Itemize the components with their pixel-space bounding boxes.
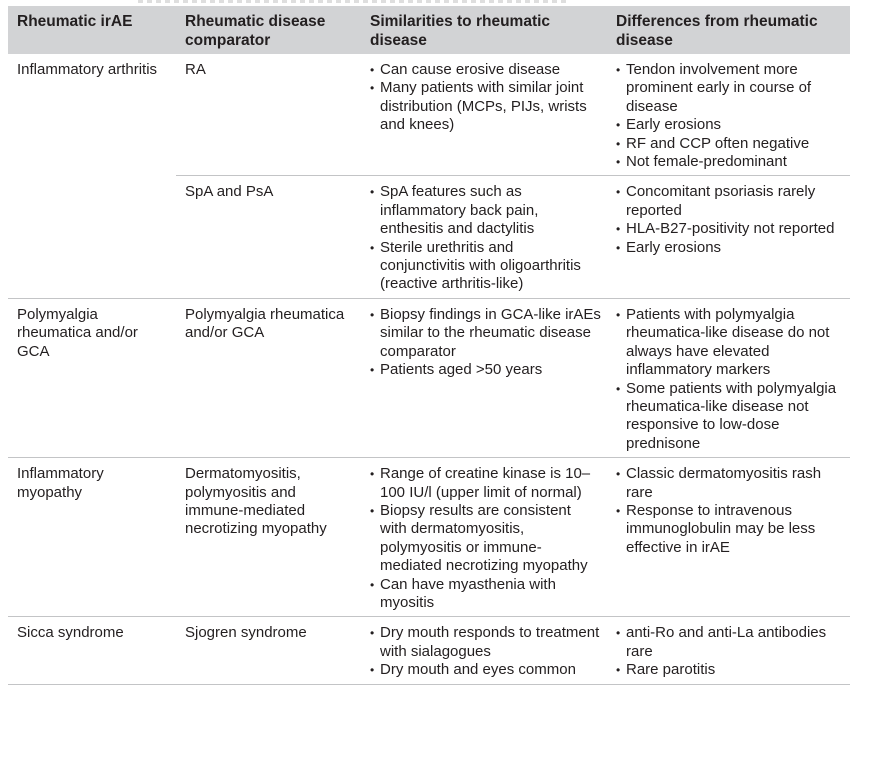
cell-differences xyxy=(607,617,850,684)
list-item: • Range of creatine kinase is 10–100 IU/l (upper limit of normal) xyxy=(370,465,601,502)
list-item: • Sterile urethritis and conjunctivitis with oligoarthritis (reactive arthritis-like) xyxy=(370,239,601,294)
cell-comparator: Dermatomyositis, polymyositis and immune-mediated necrotizing myopathy xyxy=(176,458,361,617)
list-item: • Response to intravenous immunoglobulin may be less effective in irAE xyxy=(616,502,844,557)
table-row xyxy=(8,458,850,617)
list-item: • Patients aged >50 years xyxy=(370,361,601,379)
cell-similarities xyxy=(361,617,607,684)
cell-irae: Sicca syndrome xyxy=(8,617,176,684)
header-differences: Differences from rheumatic disease xyxy=(607,6,850,54)
cell-irae: Inflammatory myopathy xyxy=(8,458,176,617)
cell-comparator: Sjogren syndrome xyxy=(176,617,361,684)
list-item: • Dry mouth responds to treatment with sialagogues xyxy=(370,624,601,661)
list-item: • Can cause erosive disease xyxy=(370,61,601,79)
list-item: • HLA-B27-positivity not reported xyxy=(616,220,844,238)
cell-comparator: RA xyxy=(185,61,206,78)
list-item: • anti-Ro and anti-La antibodies rare xyxy=(616,624,844,661)
list-item: • SpA features such as inflammatory back pain, enthesitis and dactylitis xyxy=(370,183,601,238)
list-item: • Early erosions xyxy=(616,116,844,134)
list-item: • Biopsy results are consistent with dermatomyositis, polymyositis or immune-mediated necrotizing myopathy xyxy=(370,502,601,576)
list-item: • Early erosions xyxy=(616,239,844,257)
list-item: • Biopsy findings in GCA-like irAEs similar to the rheumatic disease comparator xyxy=(370,306,601,361)
list-item: • Some patients with polymyalgia rheumatica-like disease not responsive to low-dose prednisone xyxy=(616,380,844,454)
cell-similarities xyxy=(361,176,607,298)
table-row xyxy=(8,617,850,684)
cell-irae: Inflammatory arthritis xyxy=(17,61,158,78)
cell-differences xyxy=(607,298,850,457)
table-row xyxy=(8,176,850,298)
cell-comparator: Polymyalgia rheumatica and/or GCA xyxy=(176,298,361,457)
cell-differences xyxy=(607,458,850,617)
cell-irae xyxy=(8,176,176,298)
table-row xyxy=(8,54,850,176)
header-rheumatic-irae: Rheumatic irAE xyxy=(8,6,176,54)
comparison-table xyxy=(8,6,850,685)
list-item: • Rare parotitis xyxy=(616,661,844,679)
header-comparator: Rheumatic disease comparator xyxy=(176,6,361,54)
cell-similarities xyxy=(361,298,607,457)
table-header xyxy=(8,6,850,54)
list-item: • Not female-predominant xyxy=(616,153,844,171)
cell-comparator: SpA and PsA xyxy=(176,176,361,298)
table-row xyxy=(8,298,850,457)
list-item: • Many patients with similar joint distribution (MCPs, PIJs, wrists and knees) xyxy=(370,79,601,134)
list-item: • Dry mouth and eyes common xyxy=(370,661,601,679)
list-item: • Patients with polymyalgia rheumatica-like disease do not always have elevated inflammatory markers xyxy=(616,306,844,380)
cell-differences xyxy=(607,176,850,298)
header-similarities: Similarities to rheumatic disease xyxy=(361,6,607,54)
list-item: • Tendon involvement more prominent early in course of disease xyxy=(616,61,844,116)
list-item: • RF and CCP often negative xyxy=(616,135,844,153)
cell-similarities xyxy=(361,54,607,176)
cell-irae: Polymyalgia rheumatica and/or GCA xyxy=(8,298,176,457)
list-item: • Can have myasthenia with myositis xyxy=(370,576,601,613)
list-item: • Concomitant psoriasis rarely reported xyxy=(616,183,844,220)
cell-differences xyxy=(607,54,850,176)
list-item: • Classic dermatomyositis rash rare xyxy=(616,465,844,502)
cell-similarities xyxy=(361,458,607,617)
